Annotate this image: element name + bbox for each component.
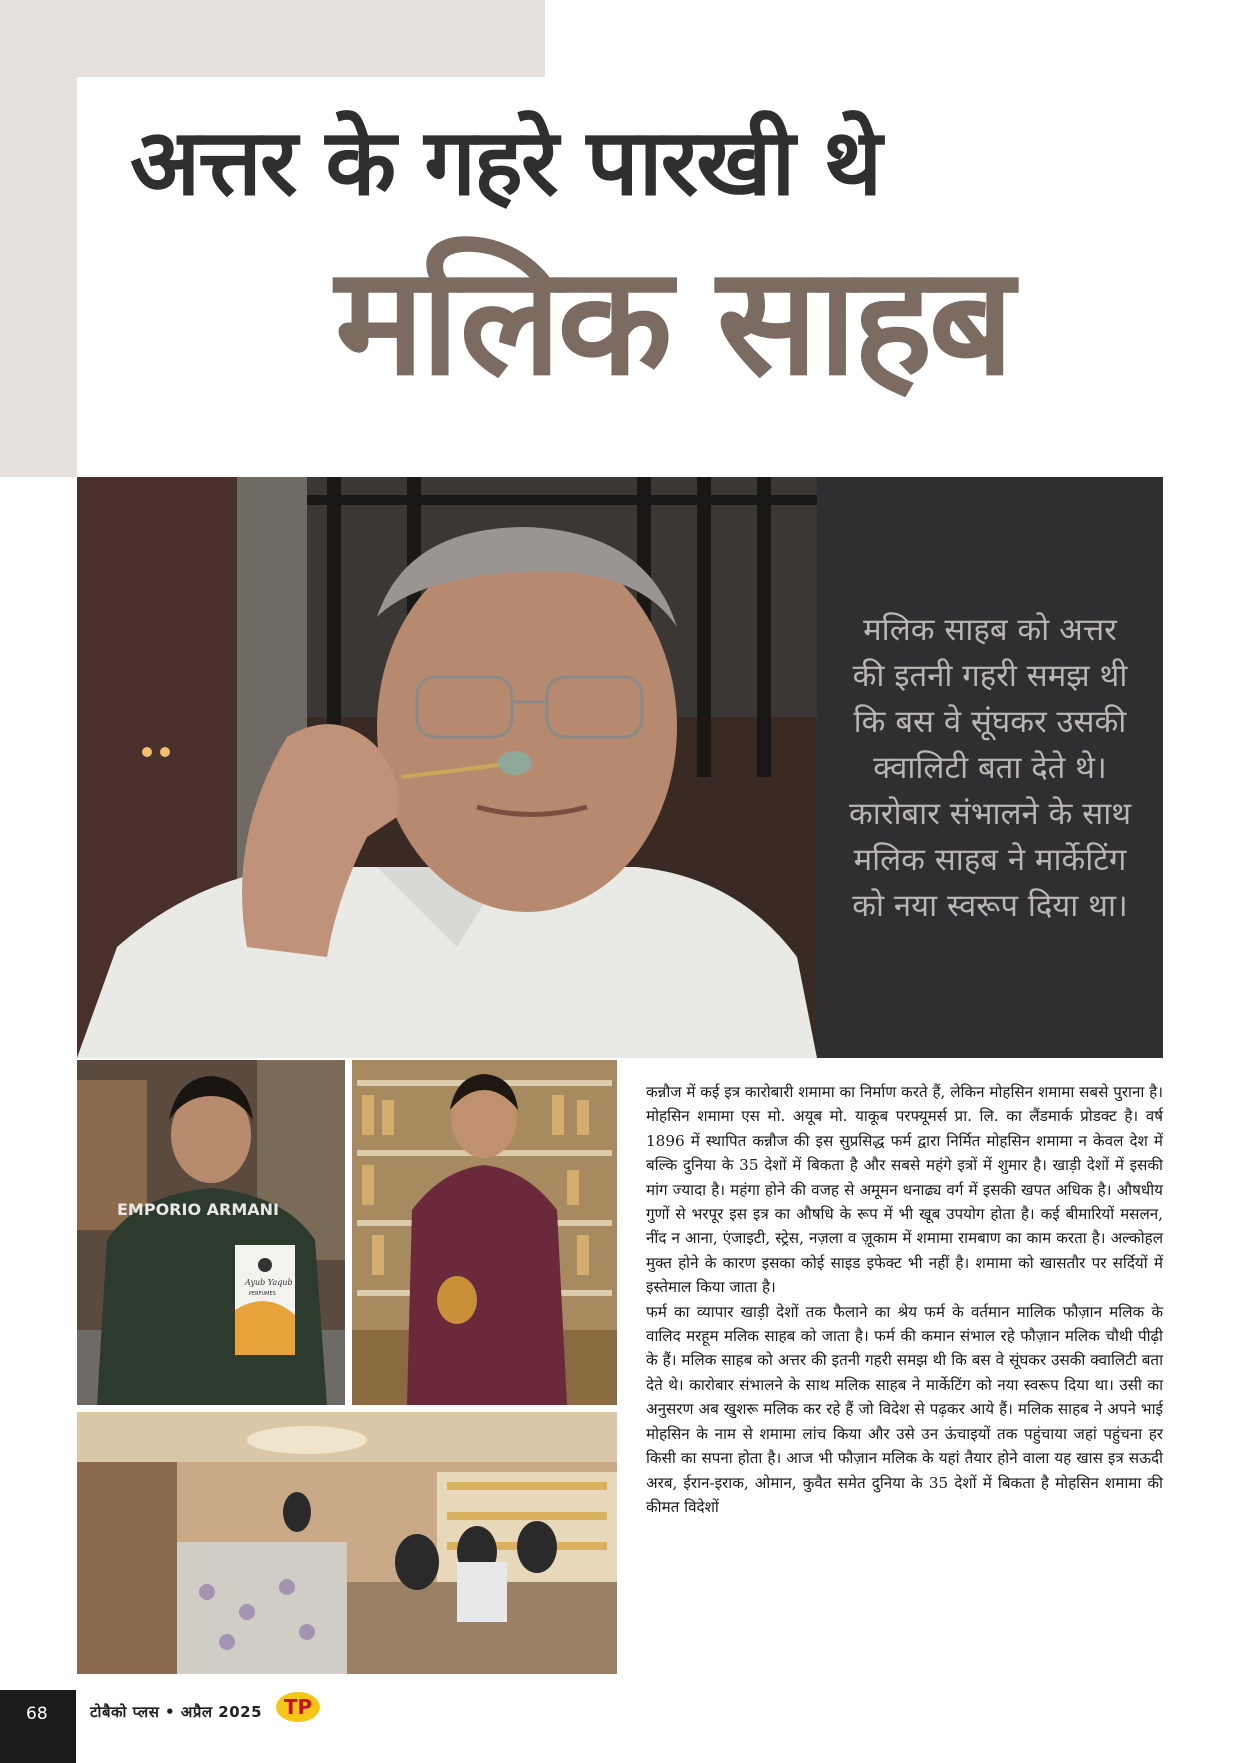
article-paragraph-1: कन्नौज में कई इत्र कारोबारी शमामा का निर्माण करते हैं, लेकिन मोहसिन शमामा सबसे पुराना है। मोहसिन शमामा एस मो. अयूब मो. याकूब परफ्यूमर्स प्रा. लि. का लैंडमार्क प्रोडक्ट है। वर्ष 1896 में स्थापित कन्नौज की इस सुप्रसिद्ध फर्म द्वारा निर्मित मोहसिन शमामा न केवल देश में बल्कि दुनिया के 35 देशों में बिकता है और सबसे महंगे इत्रों में शुमार है। खाड़ी देशों में इसकी मांग ज्यादा है। महंगा होने की वजह से अमूमन धनाढ्य वर्ग में इसकी खपत अधिक है। औषधीय गुणों से भरपूर इस इत्र का औषधि के रूप में भी खूब उपयोग होता है। कई बीमारियों मसलन, नींद न आना, एंजाइटी, स्ट्रेस, नज़ला व ज़ूकाम में शमामा रामबाण का काम करता है। अल्कोहल मुक्त होने के कारण इसका कोई साइड इफेक्ट भी नहीं है। शमामा को खासतौर पर सर्दियों में इस्तेमाल किया जाता है। [646,1083,1163,1297]
bag-brand: Ayub Yaqub [245,1278,293,1287]
pull-quote [817,477,1163,1058]
article-paragraph-2: फर्म का व्यापार खाड़ी देशों तक फैलाने का श्रेय फर्म के वर्तमान मालिक फौज़ान मलिक के वालिद मरहूम मलिक साहब को जाता है। फर्म की कमान संभाल रहे फौज़ान मलिक चौथी पीढ़ी के हैं। मलिक साहब को अत्तर की इतनी गहरी समझ थी कि बस वे सूंघकर उसकी क्वालिटी बता देते थे। कारोबार संभालने के साथ मलिक साहब ने मार्केटिंग को नया स्वरूप दिया था। उसी का अनुसरण अब खुशरू मलिक कर रहे हैं जो विदेश से पढ़कर आये हैं। मलिक साहब ने अपने भाई मोहसिन के नाम से शमामा लांच किया और उसे उन ऊंचाइयों तक पहुंचाया जहां पहुंचना हर किसी का सपना होता है। आज भी फौज़ान मलिक के यहां तैयार होने वाला यह खास इत्र सऊदी अरब, ईरान-इराक, ओमान, कुवैत समेत दुनिया के 35 देशों में बिकता है मोहसिन शमामा की कीमत विदेशों [646,1302,1163,1516]
main-photo-man-smelling-attar [77,477,817,1058]
headline-line-2: मलिक साहब [335,235,1011,409]
article-body [646,1080,1163,1519]
logo-text: TP [283,1695,313,1719]
photo-man-holding-perfume-bag [77,1060,345,1405]
pull-quote-text: मलिक साहब को अत्तर की इतनी गहरी समझ थी कि बस वे सूंघकर उसकी क्वालिटी बता देते थे। कारोबार संभालने के साथ मलिक साहब ने मार्केटिंग को नया स्वरूप दिया था। [848,611,1132,924]
page-number: 68 [26,1704,48,1724]
bag-sub: PERFUMES [249,1291,276,1297]
magazine-logo [273,1690,323,1728]
headline-line-1: अत्तर के गहरे पारखी थे [130,109,881,216]
shirt-text: EMPORIO ARMANI [117,1200,279,1219]
photo-man-in-purple-kurta [352,1060,617,1405]
photo-perfume-shop-interior [77,1412,617,1674]
publication-footer: टोबैको प्लस • अप्रैल 2025 [90,1703,263,1721]
page-number-box [0,1690,76,1763]
